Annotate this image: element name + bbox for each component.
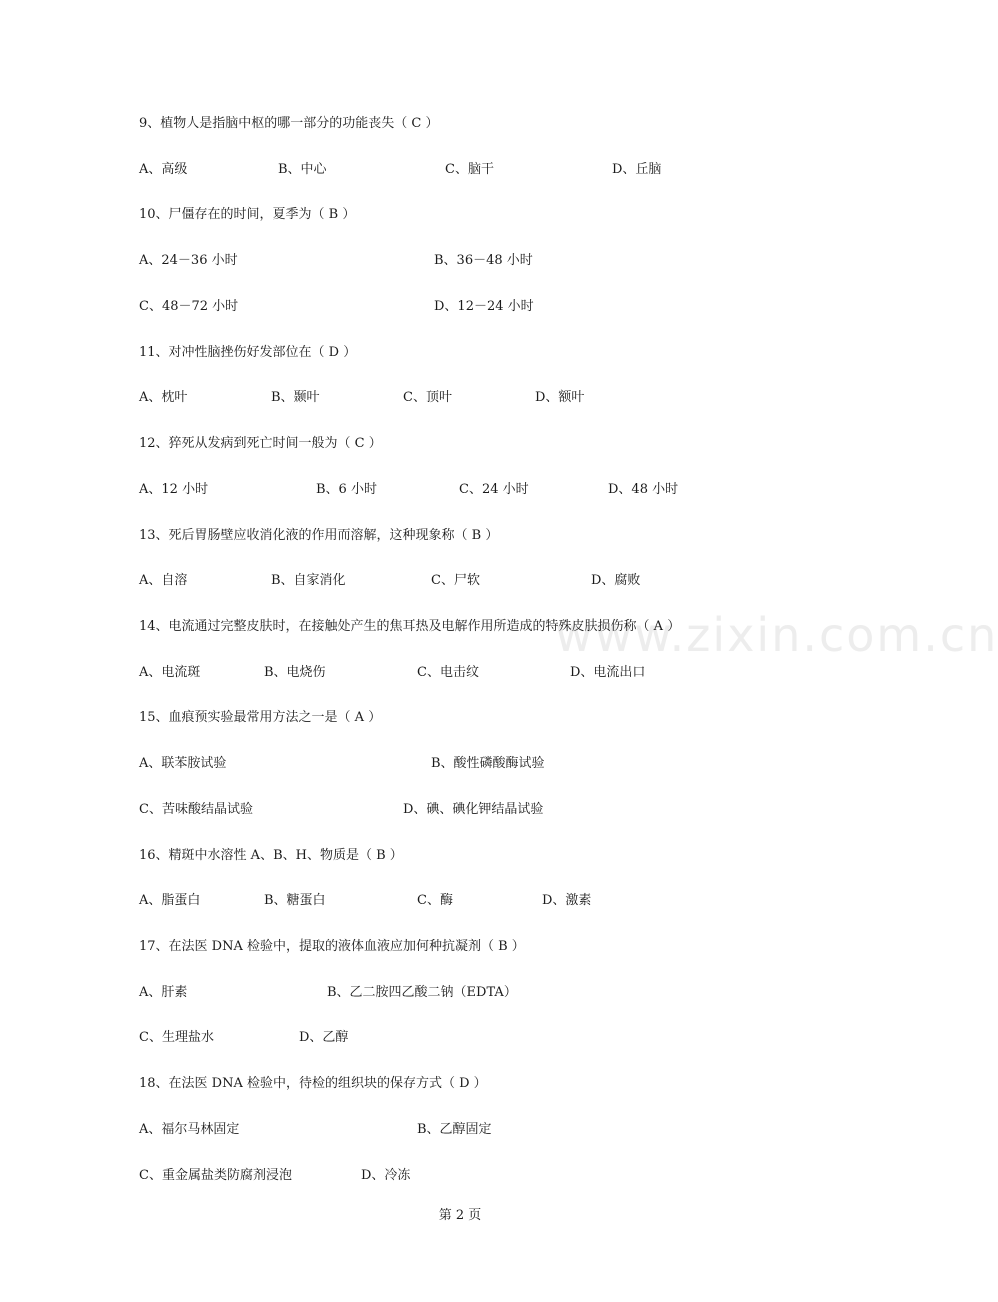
question-stem: 14、电流通过完整皮肤时，在接触处产生的焦耳热及电解作用所造成的特殊皮肤损伤称（ A ） (139, 619, 681, 634)
option: B、酸性磷酸酶试验 (431, 756, 545, 771)
option: C、顶叶 (403, 390, 452, 405)
option: A、电流斑 (139, 665, 201, 680)
option: C、脑干 (445, 162, 494, 177)
question-stem: 16、精斑中水溶性 A、B、H、物质是（ B ） (139, 848, 403, 863)
option: D、48 小时 (608, 482, 679, 497)
option: A、联苯胺试验 (139, 756, 227, 771)
option: C、24 小时 (459, 482, 529, 497)
option: D、腐败 (591, 573, 641, 588)
option: B、乙醇固定 (417, 1122, 492, 1137)
question-stem: 11、对冲性脑挫伤好发部位在（ D ） (139, 345, 357, 360)
option: B、6 小时 (316, 482, 377, 497)
option: B、电烧伤 (264, 665, 326, 680)
option: B、自家消化 (271, 573, 346, 588)
option: C、48－72 小时 (139, 299, 239, 314)
option: B、36－48 小时 (434, 253, 533, 268)
option: D、乙醇 (299, 1030, 349, 1045)
question-stem: 9、植物人是指脑中枢的哪一部分的功能丧失（ C ） (139, 116, 439, 131)
option: D、碘、碘化钾结晶试验 (403, 802, 544, 817)
option: A、24－36 小时 (139, 253, 238, 268)
option: D、冷冻 (361, 1168, 411, 1183)
option: C、尸软 (431, 573, 480, 588)
option: A、自溶 (139, 573, 188, 588)
option: A、肝素 (139, 985, 188, 1000)
option: A、12 小时 (139, 482, 209, 497)
option: D、12－24 小时 (434, 299, 534, 314)
question-stem: 13、死后胃肠壁应收消化液的作用而溶解，这种现象称（ B ） (139, 528, 499, 543)
option: B、颞叶 (271, 390, 320, 405)
option: C、重金属盐类防腐剂浸泡 (139, 1168, 292, 1183)
option: D、电流出口 (570, 665, 646, 680)
option: D、丘脑 (612, 162, 662, 177)
option: B、糖蛋白 (264, 893, 326, 908)
option: A、高级 (139, 162, 188, 177)
watermark: www.zixin.com.cn (555, 608, 998, 662)
question-stem: 10、尸僵存在的时间，夏季为（ B ） (139, 207, 356, 222)
page-number: 第 2 页 (438, 1208, 482, 1223)
option: C、酶 (417, 893, 453, 908)
question-stem: 18、在法医 DNA 检验中，待检的组织块的保存方式（ D ） (139, 1076, 487, 1091)
question-stem: 12、猝死从发病到死亡时间一般为（ C ） (139, 436, 382, 451)
option: B、中心 (278, 162, 327, 177)
option: D、额叶 (535, 390, 585, 405)
option: C、生理盐水 (139, 1030, 214, 1045)
option: C、电击纹 (417, 665, 479, 680)
option: A、福尔马林固定 (139, 1122, 240, 1137)
option: B、乙二胺四乙酸二钠（EDTA） (327, 985, 517, 1000)
option: A、枕叶 (139, 390, 188, 405)
question-stem: 15、血痕预实验最常用方法之一是（ A ） (139, 710, 382, 725)
option: A、脂蛋白 (139, 893, 201, 908)
question-stem: 17、在法医 DNA 检验中，提取的液体血液应加何种抗凝剂（ B ） (139, 939, 525, 954)
option: C、苦味酸结晶试验 (139, 802, 253, 817)
option: D、激素 (542, 893, 592, 908)
